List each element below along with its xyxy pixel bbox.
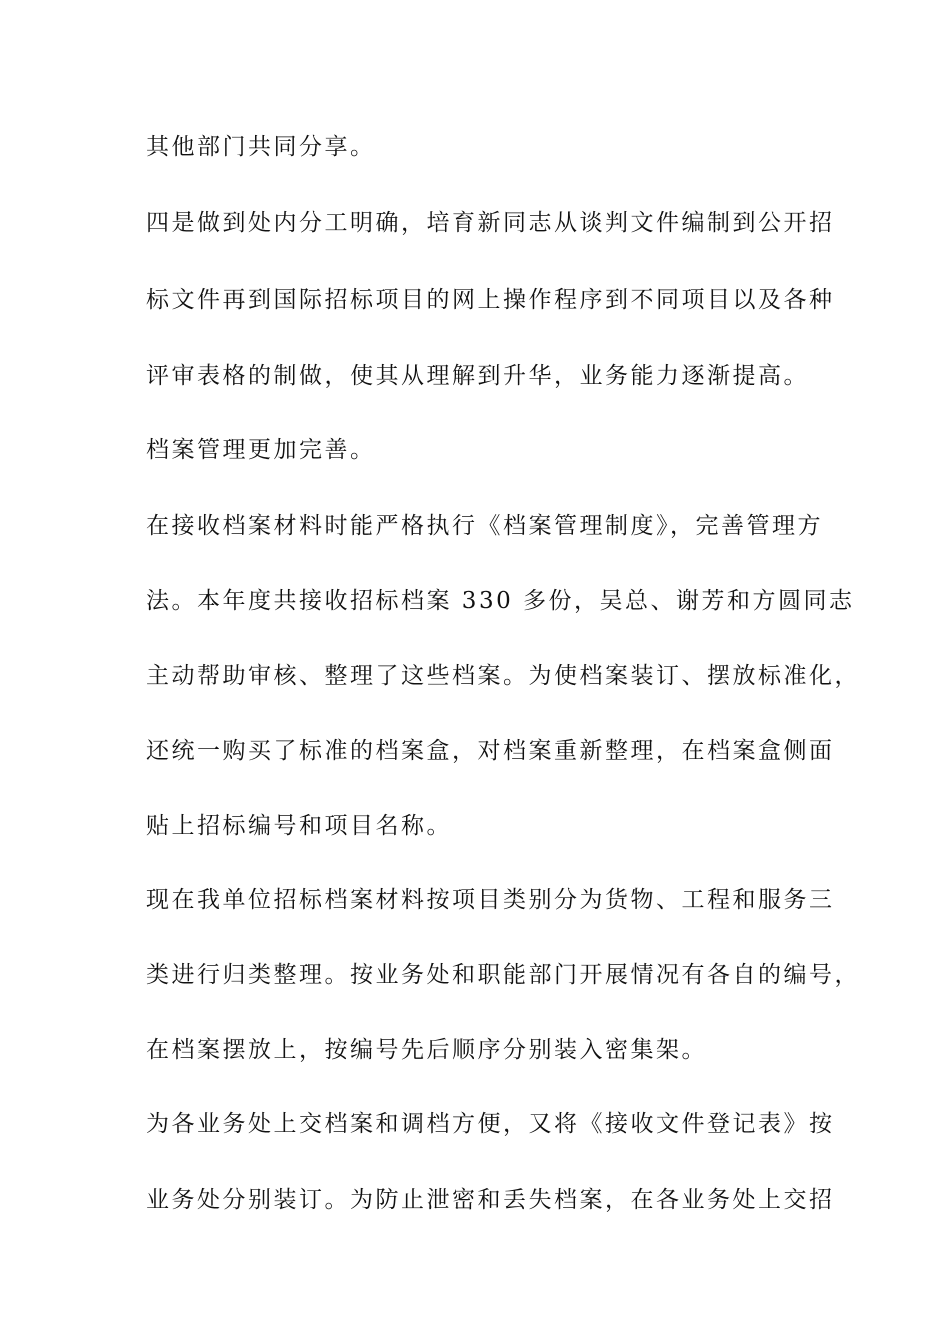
paragraph-line: 贴上招标编号和项目名称。 [146, 813, 452, 839]
paragraph-line: 为各业务处上交档案和调档方便，又将《接收文件登记表》按 [146, 1111, 835, 1137]
paragraph-line: 四是做到处内分工明确，培育新同志从谈判文件编制到公开招 [146, 210, 835, 236]
paragraph-line: 现在我单位招标档案材料按项目类别分为货物、工程和服务三 [146, 887, 835, 913]
paragraph-line: 类进行归类整理。按业务处和职能部门开展情况有各自的编号， [146, 962, 860, 988]
paragraph-line: 业务处分别装订。为防止泄密和丢失档案，在各业务处上交招 [146, 1187, 835, 1213]
paragraph-line: 主动帮助审核、整理了这些档案。为使档案装订、摆放标准化， [146, 663, 860, 689]
paragraph-line: 法。本年度共接收招标档案 330 多份，吴总、谢芳和方圆同志 [146, 588, 855, 614]
paragraph-line: 还统一购买了标准的档案盒，对档案重新整理，在档案盒侧面 [146, 738, 835, 764]
paragraph-line: 评审表格的制做，使其从理解到升华，业务能力逐渐提高。 [146, 363, 809, 389]
section-heading: 档案管理更加完善。 [146, 437, 376, 463]
paragraph-line: 在接收档案材料时能严格执行《档案管理制度》，完善管理方 [146, 513, 823, 539]
paragraph-line: 其他部门共同分享。 [146, 134, 376, 160]
paragraph-line: 在档案摆放上，按编号先后顺序分别装入密集架。 [146, 1037, 707, 1063]
paragraph-line: 标文件再到国际招标项目的网上操作程序到不同项目以及各种 [146, 287, 835, 313]
